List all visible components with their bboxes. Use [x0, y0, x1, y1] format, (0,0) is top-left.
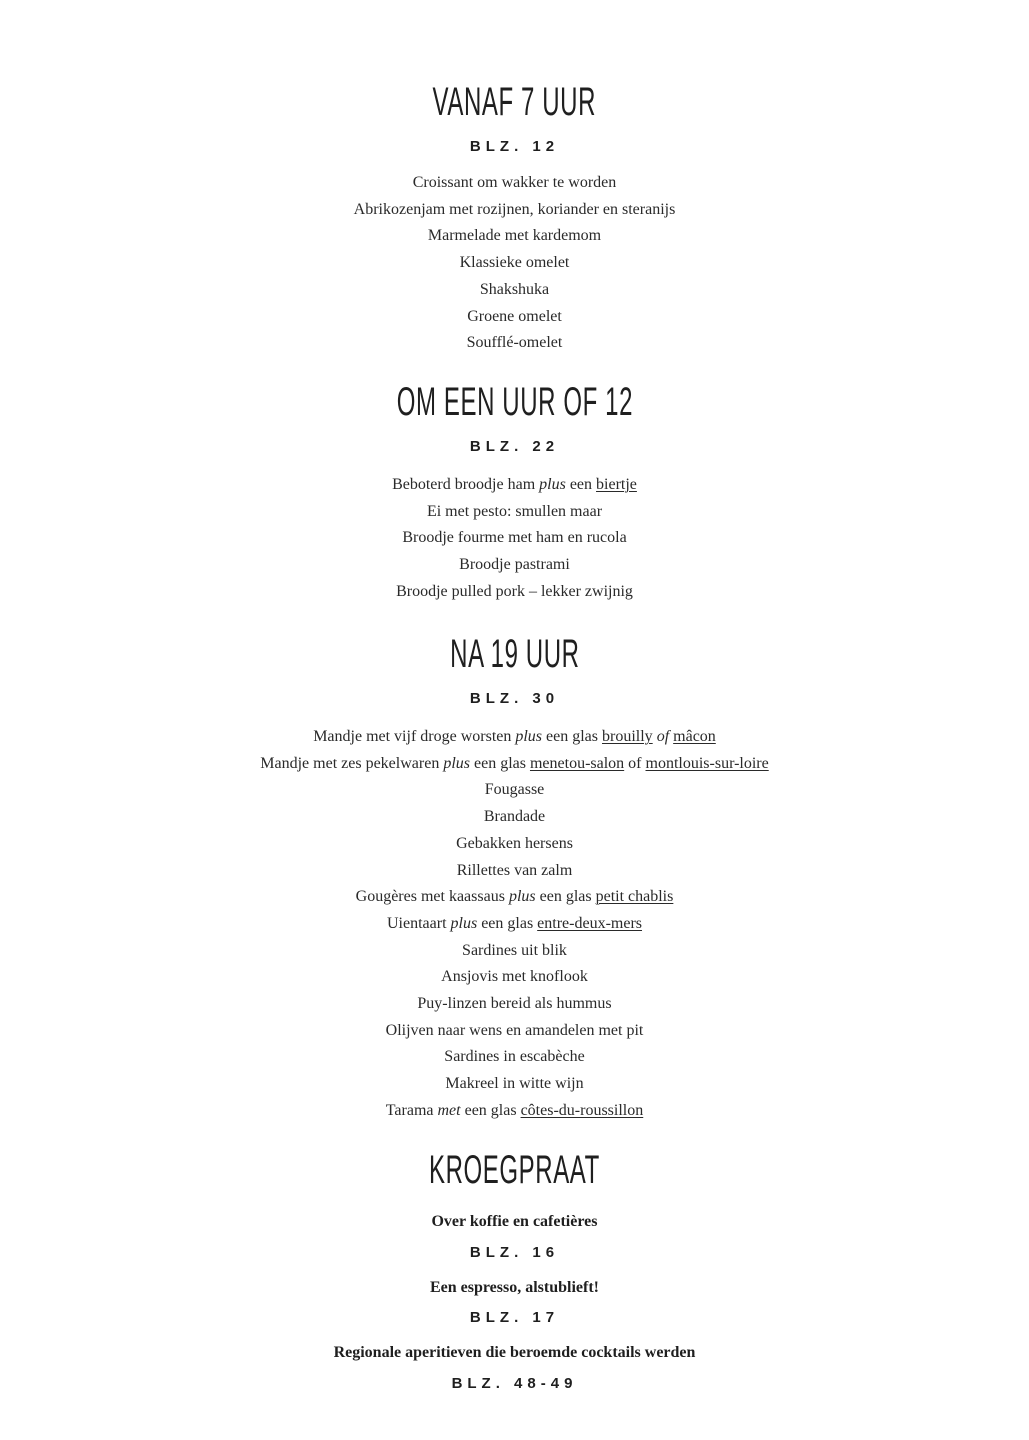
menu-item: Ei met pesto: smullen maar: [426, 502, 603, 520]
emphasis-text: met: [437, 1101, 461, 1119]
menu-item: Abrikozenjam met rozijnen, koriander en steranijs: [353, 200, 676, 218]
emphasis-text: plus: [508, 888, 536, 906]
menu-item: Gebakken hersens: [456, 834, 573, 852]
section-heading: KROEGPRAAT: [429, 1148, 600, 1192]
emphasis-text: of: [656, 728, 670, 745]
menu-item: Uientaart plus een glas entre-deux-mers: [386, 914, 643, 932]
menu-item: Klassieke omelet: [459, 254, 570, 272]
wine-link[interactable]: brouilly: [602, 728, 653, 745]
section-na-19-uur: [0, 632, 1029, 1125]
page-reference: BLZ. 16: [469, 1244, 560, 1261]
menu-item: Brandade: [483, 808, 546, 826]
emphasis-text: plus: [450, 914, 478, 932]
page-reference: BLZ. 22: [469, 438, 560, 455]
kroegpraat-entry: [0, 1212, 1029, 1262]
menu-item: Mandje met zes pekelwaren plus een glas menetou-salon of montlouis-sur-loire: [260, 754, 769, 772]
page-reference: BLZ. 48-49: [451, 1375, 578, 1392]
section-om-een-uur-of-12: [0, 380, 1029, 606]
section-heading: VANAF 7 UUR: [432, 80, 597, 124]
menu-item: Ansjovis met knoflook: [441, 968, 588, 986]
menu-item: Croissant om wakker te worden: [412, 174, 617, 191]
wine-link[interactable]: menetou-salon: [529, 754, 625, 772]
kroegpraat-entry: [0, 1278, 1029, 1327]
menu-item: Puy-linzen bereid als hummus: [417, 995, 612, 1013]
section-kroegpraat: [0, 1148, 1029, 1393]
menu-item: Rillettes van zalm: [456, 861, 573, 879]
menu-item: Mandje met vijf droge worsten plus een glas brouilly of mâcon: [313, 728, 716, 745]
wine-link[interactable]: mâcon: [673, 728, 716, 745]
menu-item: Shakshuka: [479, 280, 550, 298]
page-reference: BLZ. 30: [469, 690, 560, 707]
menu-item: Gougères met kaassaus plus een glas petit chablis: [355, 888, 674, 906]
menu-item: Broodje pastrami: [459, 556, 570, 574]
wine-link[interactable]: biertje: [596, 476, 637, 493]
menu-item: Broodje pulled pork – lekker zwijnig: [396, 582, 633, 600]
menu-item: Beboterd broodje ham plus een biertje: [392, 476, 637, 493]
emphasis-text: plus: [515, 728, 543, 745]
kroegpraat-title: Een espresso, alstublieft!: [429, 1279, 600, 1296]
kroegpraat-title: Regionale aperitieven die beroemde cocktails werden: [333, 1344, 696, 1361]
menu-item: Broodje fourme met ham en rucola: [402, 529, 627, 547]
page-reference: BLZ. 12: [469, 138, 560, 155]
menu-item: Fougasse: [484, 781, 545, 799]
menu-item: Groene omelet: [467, 307, 562, 325]
menu-item: Tarama met een glas côtes-du-roussillon: [385, 1101, 644, 1119]
section-heading: OM EEN UUR OF 12: [396, 380, 633, 424]
menu-item: Marmelade met kardemom: [427, 227, 602, 245]
menu-list: [0, 170, 1029, 357]
section-vanaf-7-uur: [0, 80, 1029, 357]
menu-list: [0, 472, 1029, 606]
page-reference: BLZ. 17: [469, 1309, 560, 1326]
kroegpraat-title: Over koffie en cafetières: [431, 1213, 598, 1230]
emphasis-text: plus: [443, 754, 470, 772]
menu-item: Olijven naar wens en amandelen met pit: [385, 1021, 644, 1039]
emphasis-text: plus: [539, 476, 566, 493]
menu-item: Sardines in escabèche: [444, 1048, 585, 1066]
wine-link[interactable]: petit chablis: [595, 888, 674, 906]
kroegpraat-entry: [0, 1343, 1029, 1393]
menu-item: Sardines uit blik: [462, 941, 567, 959]
menu-list: [0, 724, 1029, 1125]
section-heading: NA 19 UUR: [449, 632, 580, 676]
wine-link[interactable]: entre-deux-mers: [537, 914, 643, 932]
menu-item: Makreel in witte wijn: [445, 1075, 584, 1093]
wine-link[interactable]: montlouis-sur-loire: [645, 754, 769, 772]
wine-link[interactable]: côtes-du-roussillon: [520, 1101, 644, 1119]
menu-item: Soufflé-omelet: [466, 334, 563, 352]
